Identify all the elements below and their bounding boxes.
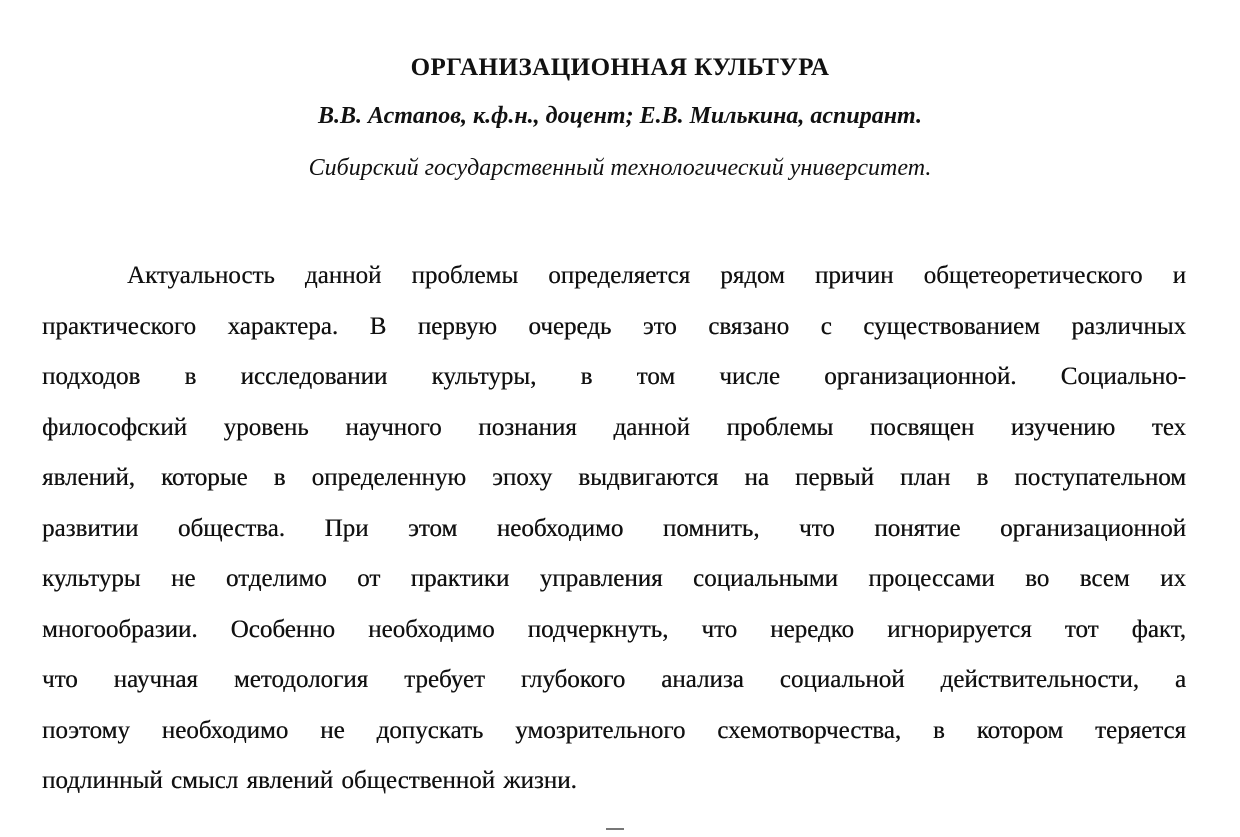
page-number-mark <box>606 828 624 830</box>
body-paragraph <box>42 251 1186 807</box>
paragraph-line: явлений, которые в определенную эпоху выдвигаются на первый план в поступательном <box>42 464 1186 491</box>
paragraph-line: что научная методология требует глубокого анализа социальной действительности, а <box>42 666 1186 693</box>
paragraph-line: поэтому необходимо не допускать умозрительного схемотворчества, в котором теряется <box>42 716 1186 744</box>
paragraph-line: Актуальность данной проблемы определяется рядом причин общетеоретического и <box>127 262 1186 289</box>
paragraph-line: подходов в исследовании культуры, в том числе организационной. Социально- <box>42 363 1186 390</box>
document-authors: В.В. Астапов, к.ф.н., доцент; Е.В. Милькина, аспирант. <box>317 103 923 129</box>
paragraph-line: культуры не отделимо от практики управления социальными процессами во всем их <box>42 565 1186 592</box>
paragraph-line: философский уровень научного познания данной проблемы посвящен изучению тех <box>42 413 1186 441</box>
paragraph-line: подлинный смысл явлений общественной жизни. <box>42 767 577 794</box>
document-title: ОРГАНИЗАЦИОННАЯ КУЛЬТУРА <box>410 54 830 81</box>
paragraph-line: развитии общества. При этом необходимо помнить, что понятие организационной <box>42 514 1186 542</box>
paragraph-line: практического характера. В первую очередь это связано с существованием различных <box>42 312 1186 340</box>
document-affiliation: Сибирский государственный технологический университет. <box>308 155 932 181</box>
paragraph-line: многообразии. Особенно необходимо подчеркнуть, что нередко игнорируется тот факт, <box>42 615 1186 643</box>
